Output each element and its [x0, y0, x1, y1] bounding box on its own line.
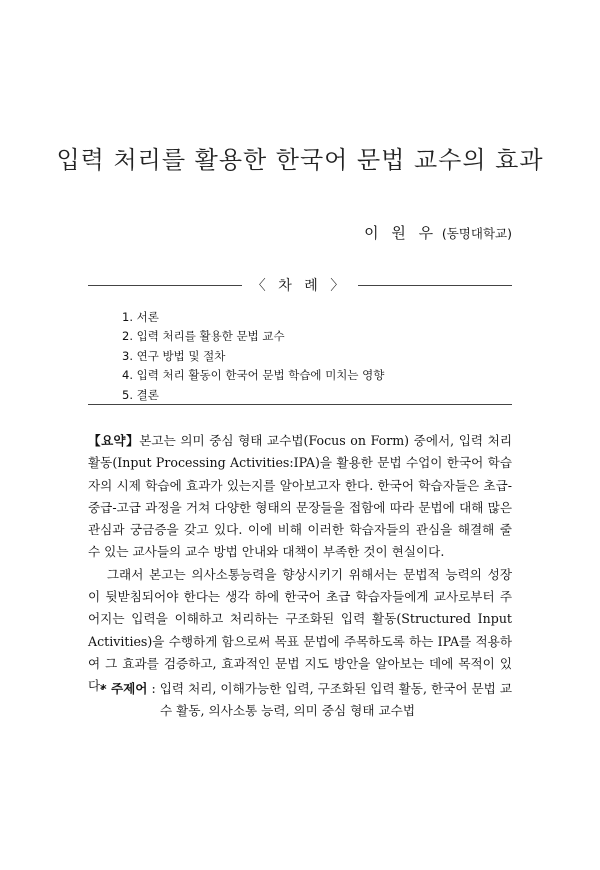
- toc-bottom-rule: [88, 404, 512, 405]
- toc-item: 1. 서론: [122, 310, 159, 324]
- abstract-paragraph: [88, 430, 512, 564]
- paper-title: 입력 처리를 활용한 한국어 문법 교수의 효과: [56, 146, 544, 174]
- abstract-paragraph-2: 그래서 본고는 의사소통능력을 향상시키기 위해서는 문법적 능력의 성장이 뒷받침되어야 한다는 생각 하에 한국어 초급 학습자들에게 교사로부터 주어지는 입력을 이해하고 처리하는 구조화된 입력 활동(Structured Input Activities)을 수행하게 함으로써 목표 문법에 주목하도록 하는 IPA를 적용하여 그 효과를 검증하고, 효과적인 문법 지도 방안을 알아보는 데에 목적이 있다.: [88, 566, 512, 694]
- toc-header-rule-left: [88, 285, 242, 286]
- keywords: [100, 678, 512, 722]
- toc-header-rule-right: [358, 285, 512, 286]
- keywords-label: * 주제어: [100, 681, 148, 696]
- author-affiliation: (동명대학교): [441, 226, 512, 241]
- abstract-label: 【요약】: [88, 433, 140, 448]
- author-name: 이 원 우: [364, 224, 438, 242]
- toc-title: 〈 차 례 〉: [251, 278, 349, 294]
- toc-header: [88, 275, 512, 295]
- abstract-paragraph-1-text: 본고는 의미 중심 형태 교수법(Focus on Form) 중에서, 입력 처리 활동(Input Processing Activities:IPA)을 활용한 문법 수업이 한국어 학습자의 시제 학습에 효과가 있는지를 알아보고자 한다. 한국어 학습자들은 초급-중급-고급 과정을 거쳐 다양한 형태의 문장들을 접함에 따라 문법에 대해 많은 관심과 궁금증을 갖고 있다. 이에 비해 이러한 학습자들의 관심을 해결해 줄 수 있는 교사들의 교수 방법 안내와 대책이 부족한 것이 현실이다.: [88, 433, 512, 560]
- toc-list: [122, 308, 384, 405]
- toc-item: 2. 입력 처리를 활용한 문법 교수: [122, 329, 285, 344]
- keywords-text: : 입력 처리, 이해가능한 입력, 구조화된 입력 활동, 한국어 문법 교수 활동, 의사소통 능력, 의미 중심 형태 교수법: [147, 681, 512, 718]
- toc-item: 4. 입력 처리 활동이 한국어 문법 학습에 미치는 영향: [122, 368, 385, 383]
- abstract: [88, 430, 512, 698]
- toc-item: 5. 결론: [122, 387, 159, 402]
- author-line: [364, 222, 512, 243]
- toc-item: 3. 연구 방법 및 절차: [122, 348, 226, 363]
